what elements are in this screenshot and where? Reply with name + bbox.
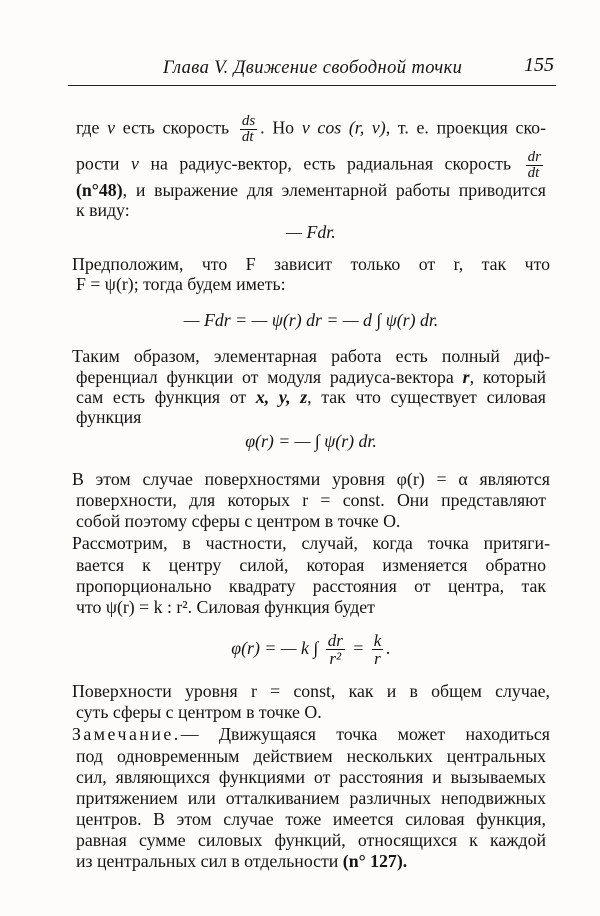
fraction: $\frac{k}{r}$ [373, 631, 382, 669]
running-header [68, 52, 556, 78]
text-line: Таким образом, элементарная работа есть полный диф- [72, 346, 550, 366]
chapter-title: Глава V. Движение свободной точки [163, 58, 463, 78]
fraction: $\frac{dr}{\text{r²}}$ [327, 631, 343, 669]
fraction: $\frac{dr}{dt}$ [527, 149, 541, 181]
equation: φ(r) = — k ∫ $\frac{dr}{\text{r²}}$ = $\frac{k}{r}$ . [231, 631, 391, 669]
text-line: F = ψ(r); тогда будем иметь: [76, 274, 286, 294]
text-line: собой поэтому сферы с центром в точке O. [76, 511, 401, 531]
text-line: где v есть скорость $\frac{ds}{dt}$ . Но v cos (r, v), т. е. проекция ско- [76, 113, 546, 145]
text-line: к виду: [76, 200, 130, 220]
text-line: сам есть функция от x, y, z, так что существует силовая [76, 387, 546, 407]
text-line: суть сферы с центром в точке O. [76, 702, 322, 722]
text-line: поверхности, для которых r = const. Они представляют [76, 490, 546, 510]
text-line: вается к центру силой, которая изменяется обратно [76, 555, 546, 575]
text-line: Поверхности уровня r = const, как и в общем случае, [72, 681, 550, 701]
text-line: В этом случае поверхностями уровня φ(r) = α являются [72, 469, 550, 489]
text-line: равная сумме силовых функций, относящихся к каждой [76, 830, 546, 850]
text-line: Предположим, что F зависит только от r, так что [72, 254, 550, 274]
header-rule [68, 85, 556, 86]
note-label: Замечание. [72, 724, 181, 744]
text-line: пропорционально квадрату расстояния от центра, так [76, 576, 546, 596]
fraction: $\frac{ds}{dt}$ [241, 113, 256, 145]
text-line: притяжением или отталкиванием различных неподвижных [76, 788, 546, 808]
text-line: ференциал функции от модуля радиуса-вектора r, который [76, 367, 547, 387]
equation: — Fdr = — ψ(r) dr = — d ∫ ψ(r) dr. [183, 310, 439, 330]
text-line: центров. В этом случае тоже имеется силовая функция, [76, 809, 546, 829]
equation: — Fdr. [286, 222, 336, 242]
text-line: сил, являющихся функциями от расстояния и вызываемых [76, 767, 546, 787]
text-line: что ψ(r) = k : r². Силовая функция будет [76, 597, 375, 617]
text-line: (n°48), и выражение для элементарной работы приводится [76, 180, 546, 200]
equation: φ(r) = — ∫ ψ(r) dr. [245, 431, 377, 451]
text-line: под одновременным действием нескольких центральных [76, 746, 546, 766]
text-line: рости v на радиус-вектор, есть радиальная скорость $\frac{dr}{dt}$ [76, 149, 541, 181]
page-number: 155 [524, 54, 554, 76]
text-line: из центральных сил в отдельности (n° 127). [76, 851, 408, 871]
text-line: Рассмотрим, в частности, случай, когда точка притяги- [72, 533, 550, 553]
text-line: Замечание.— Движущаяся точка может находиться [72, 724, 550, 744]
text-line: функция [76, 407, 142, 427]
